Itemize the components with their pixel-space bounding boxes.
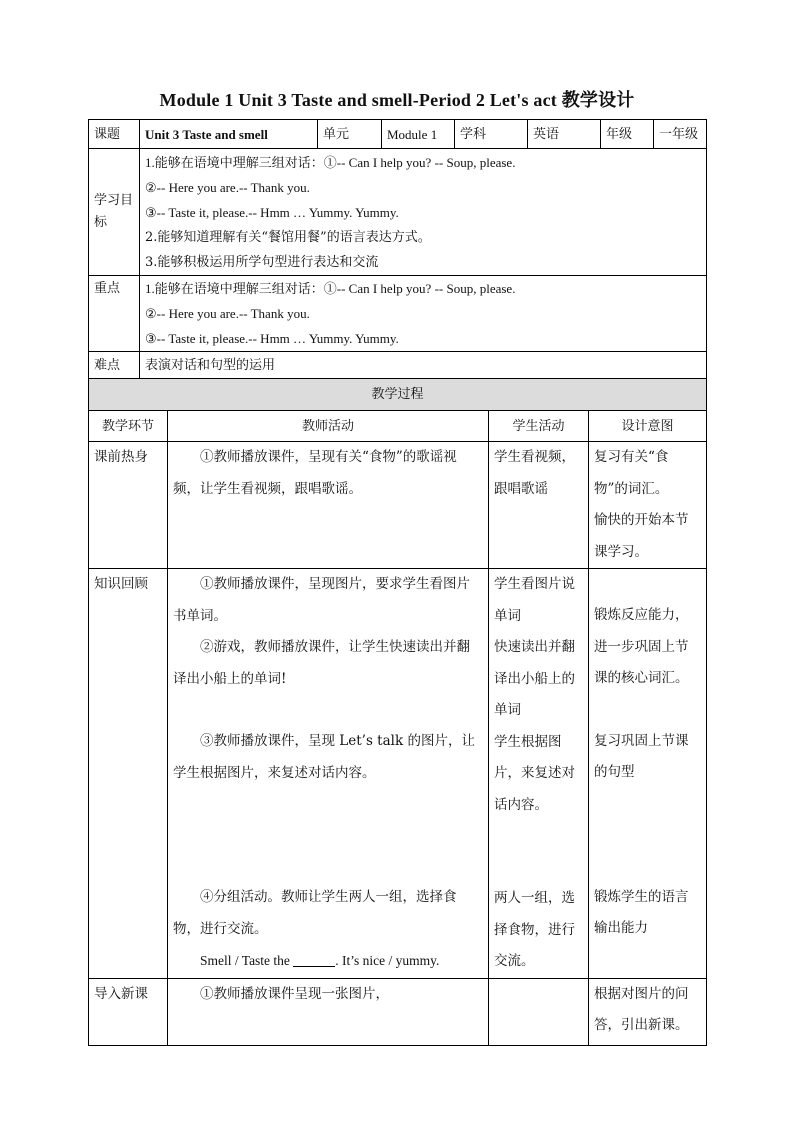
unit-value: Module 1 [382,120,455,149]
teacher-activity-intro [168,978,489,1045]
teacher-activity-text: ①教师播放课件，呈现图片，要求学生看图片书单词。 [173,576,470,624]
subject-label: 学科 [455,120,528,149]
intent-intro: 根据对图片的问答，引出新课。 [589,978,707,1045]
key-point-line: ②-- Here you are.-- Thank you. [145,306,310,321]
goal-line: 1.能够在语境中理解三组对话：①-- Can I help you? -- Soup, please. [145,155,516,170]
teacher-activity-text: ②游戏，教师播放课件，让学生快速读出并翻译出小船上的单词! [173,639,470,687]
intent-text: 愉快的开始本节课学习。 [594,512,689,560]
teacher-activity-text: ③教师播放课件，呈现 Let’s talk 的图片，让学生根据图片，来复述对话内容。 [173,733,475,781]
teacher-activity-text: ④分组活动。教师让学生两人一组，选择食物，进行交流。 [173,889,457,937]
key-points-content [140,276,707,352]
goals-label: 学习目标 [89,149,140,276]
teaching-process-table [88,378,707,1046]
teacher-activity-review [168,569,489,979]
column-header-teacher: 教师活动 [168,411,489,442]
student-activity-text: 快速读出并翻译出小船上的单词 [494,639,575,718]
intent-text: 锻炼反应能力，进一步巩固上节课的核心词汇。 [594,607,689,686]
key-point-line: 1.能够在语境中理解三组对话：①-- Can I help you? -- Soup, please. [145,281,516,296]
key-points-label: 重点 [89,276,140,352]
student-activity-text: 两人一组，选择食物，进行交流。 [494,890,575,969]
goal-line: ③-- Taste it, please.-- Hmm … Yummy. Yummy. [145,205,399,220]
goals-content [140,149,707,276]
topic-label: 课题 [89,120,140,149]
goal-line: 2.能够知道理解有关“餐馆用餐”的语言表达方式。 [145,230,431,245]
intent-warmup [589,442,707,569]
topic-value: Unit 3 Taste and smell [140,120,318,149]
column-header-student: 学生活动 [489,411,589,442]
difficulty-label: 难点 [89,352,140,379]
intent-text: 复习巩固上节课的句型 [594,732,689,780]
blank-line [293,952,335,967]
student-activity-intro [489,978,589,1045]
unit-label: 单元 [318,120,382,149]
goal-line: ②-- Here you are.-- Thank you. [145,180,310,195]
student-activity-text: 学生根据图片，来复述对话内容。 [494,733,575,813]
column-header-intent: 设计意图 [589,411,707,442]
column-header-stage: 教学环节 [89,411,168,442]
sentence-pattern-end: . It’s nice / yummy. [335,953,440,968]
key-point-line: ③-- Taste it, please.-- Hmm … Yummy. Yummy. [145,331,399,346]
stage-review: 知识回顾 [89,569,168,979]
process-header: 教学过程 [89,379,707,411]
student-activity-text: 学生看图片说单词 [494,576,575,624]
course-info-table [88,119,707,379]
subject-value: 英语 [528,120,601,149]
intent-text: 锻炼学生的语言输出能力 [594,888,689,936]
grade-value: 一年级 [654,120,707,149]
intent-text: 复习有关“食物”的词汇。 [594,449,669,497]
student-activity-warmup: 学生看视频，跟唱歌谣 [489,442,589,569]
page-title: Module 1 Unit 3 Taste and smell-Period 2 Let's act 教学设计 [159,90,635,110]
teacher-activity-text: ①教师播放课件，呈现有关“食物”的歌谣视频，让学生看视频，跟唱歌谣。 [173,449,457,497]
sentence-pattern [173,945,483,977]
intent-review [589,569,707,979]
difficulty-value: 表演对话和句型的运用 [140,352,707,379]
sentence-pattern-start: Smell / Taste the [200,953,294,968]
stage-intro: 导入新课 [89,978,168,1045]
student-activity-review [489,569,589,979]
stage-warmup: 课前热身 [89,442,168,569]
goal-line: 3.能够积极运用所学句型进行表达和交流 [145,255,379,270]
grade-label: 年级 [601,120,654,149]
teacher-activity-text: ①教师播放课件呈现一张图片， [200,985,389,1002]
teacher-activity-warmup [168,442,489,569]
